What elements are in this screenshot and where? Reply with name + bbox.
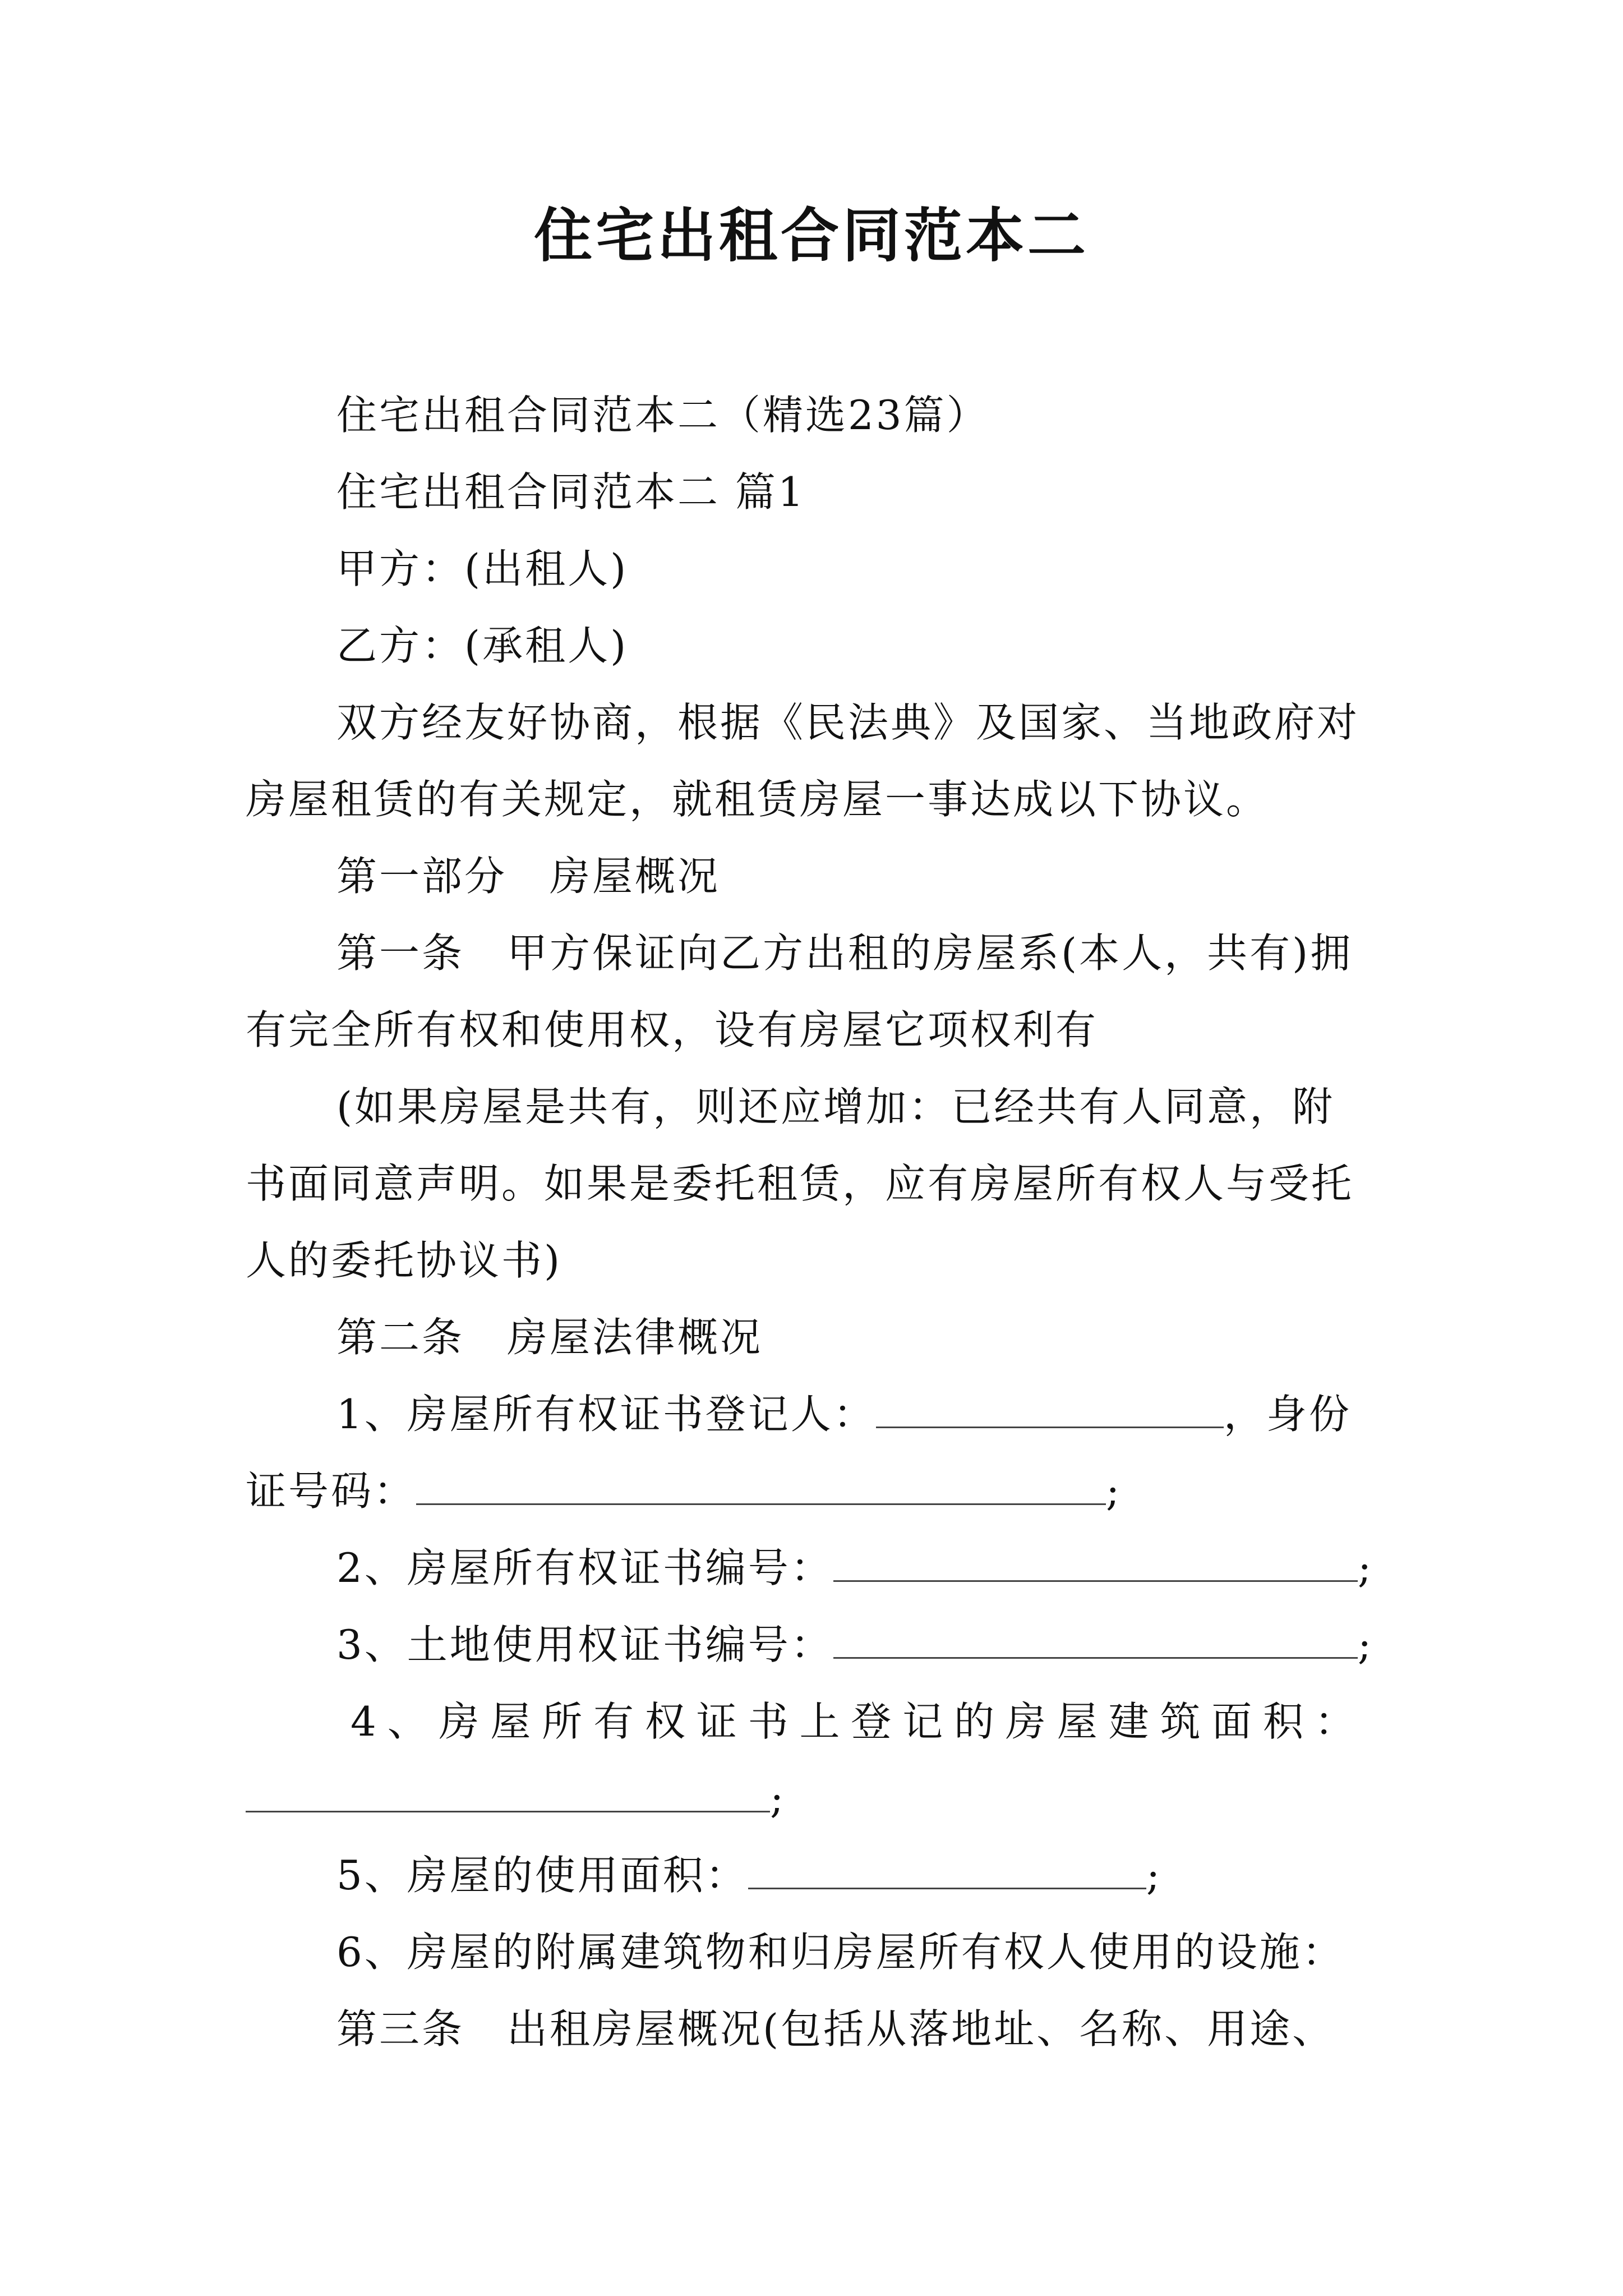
form-label: 3、土地使用权证书编号： [336,1621,833,1668]
form-suffix: ; [770,1775,786,1822]
paragraph-line: 房屋租赁的有关规定，就租赁房屋一事达成以下协议。 [246,776,1269,823]
paragraph-line: 书面同意声明。如果是委托租赁，应有房屋所有权人与受托 [246,1160,1354,1207]
article-line: 第一条 甲方保证向乙方出租的房屋系(本人，共有)拥 [336,930,1353,977]
form-suffix: ; [1146,1852,1163,1899]
paragraph-line: 双方经友好协商，根据《民法典》及国家、当地政府对 [336,699,1360,746]
fill-blank[interactable] [833,1541,1358,1582]
fill-blank[interactable] [246,1772,770,1812]
paragraph-line: (如果房屋是共有，则还应增加：已经共有人同意，附 [336,1083,1335,1130]
fill-blank[interactable] [833,1618,1358,1659]
fill-blank[interactable] [748,1848,1146,1889]
form-line-registrant [336,1387,1352,1441]
form-line-facilities: 6、房屋的附属建筑物和归房屋所有权人使用的设施： [336,1929,1345,1976]
party-b-line: 乙方：(承租人) [336,622,629,669]
form-line-usable-area [336,1848,1162,1902]
form-suffix: ，身份 [1223,1391,1352,1438]
form-line-certificate-number [336,1541,1373,1595]
paragraph-line: 人的委托协议书) [246,1237,562,1284]
form-line-building-area-blank [246,1772,786,1825]
form-suffix: ; [1357,1544,1374,1591]
form-label: 1、房屋所有权证书登记人： [336,1391,876,1438]
form-label: 5、房屋的使用面积： [336,1852,748,1899]
form-suffix: ; [1357,1621,1374,1668]
form-line-land-certificate [336,1618,1373,1672]
form-line-building-area: 4、房屋所有权证书上登记的房屋建筑面积： [351,1698,1357,1745]
fill-blank[interactable] [416,1464,1106,1505]
article-line: 第三条 出租房屋概况(包括从落地址、名称、用途、 [336,2005,1335,2053]
form-suffix: ; [1106,1467,1122,1515]
form-label: 2、房屋所有权证书编号： [336,1544,833,1591]
article-line: 有完全所有权和使用权，设有房屋它项权利有 [246,1006,1099,1053]
section-heading: 住宅出租合同范本二 篇1 [336,468,806,516]
article-heading: 第二条 房屋法律概况 [336,1314,763,1361]
party-a-line: 甲方：(出租人) [336,545,629,592]
part-heading: 第一部分 房屋概况 [336,853,721,900]
fill-blank[interactable] [876,1387,1224,1428]
form-line-id-number [246,1464,1122,1518]
form-label: 证号码： [246,1467,417,1515]
document-title: 住宅出租合同范本二 [533,201,1089,270]
subtitle-line: 住宅出租合同范本二（精选23篇） [336,392,989,439]
